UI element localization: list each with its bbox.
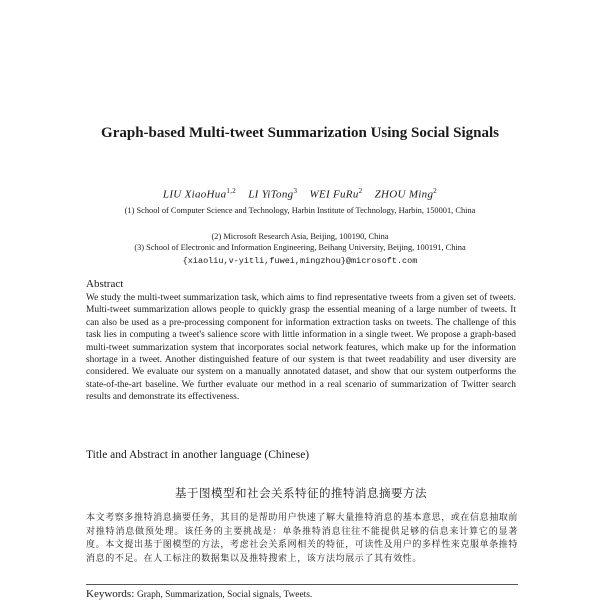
- author-affil-mark: 2: [433, 187, 438, 195]
- chinese-title: 基于图模型和社会关系特征的推特消息摘要方法: [175, 486, 427, 500]
- affiliation-3: (3) School of Electronic and Information Engineering, Beihang University, Beijing, 100191, China: [134, 243, 466, 252]
- divider: [86, 584, 518, 585]
- author-affil-mark: 2: [358, 187, 363, 195]
- author-email: {xiaoliu,v-yitli,fuwei,mingzhou}@microsoft.com: [182, 256, 418, 266]
- author-name: ZHOU Ming: [374, 188, 434, 201]
- author-affil-mark: 3: [293, 187, 298, 195]
- chinese-abstract: 本文考察多推特消息摘要任务，其目的是帮助用户快速了解大量推特消息的基本意思，或在信息抽取前对推特消息做预处理。该任务的主要挑战是：单条推特消息往往不能提供足够的信息来计算它的显著度。本文提出基于图模型的方法，考虑社会关系网相关的特征，可读性及用户的多样性来克服单条推特消息的不足。在人工标注的数据集以及推特搜索上，该方法均展示了其有效性。: [86, 513, 519, 564]
- paper-title: Graph-based Multi-tweet Summarization Using Social Signals: [101, 125, 499, 141]
- affiliation-2: (2) Microsoft Research Asia, Beijing, 100190, China: [211, 232, 389, 241]
- author-affil-mark: 1,2: [226, 187, 237, 195]
- author-name: LI YiTong: [248, 188, 294, 201]
- keywords-value: Graph, Summarization, Social signals, Tweets.: [137, 590, 313, 600]
- chinese-section-heading: Title and Abstract in another language (Chinese): [86, 449, 310, 461]
- abstract-text: We study the multi-tweet summarization task, which aims to find representative tweets from a given set of tweets. Multi-tweet summarization allows people to quickly grasp the essential meaning of a large number of tweets. It can also be used as a pre-processing component for information extraction tasks on tweets. The challenge of this task lies in computing a tweet's salience score with little information in a single tweet. We propose a graph-based multi-tweet summarization system that incorporates social network features, which make up for the information shortage in a tweet. Another distinguished feature of our system is that tweet readability and user diversity are considered. We evaluate our system on a manually annotated dataset, and show that our system outperforms the state-of-the-art baseline. We further evaluate our method in a real scenario of summarization of Twitter search results and demonstrate its effectiveness.: [86, 293, 516, 403]
- author-list: [60, 187, 540, 201]
- keywords-line: [86, 588, 312, 600]
- author-name: WEI FuRu: [309, 188, 359, 201]
- author-name: LIU XiaoHua: [162, 188, 227, 201]
- abstract-heading: Abstract: [86, 278, 124, 290]
- keywords-label: Keywords:: [86, 588, 135, 600]
- affiliation-1: (1) School of Computer Science and Technology, Harbin Institute of Technology, Harbin, 150001, China: [124, 206, 476, 215]
